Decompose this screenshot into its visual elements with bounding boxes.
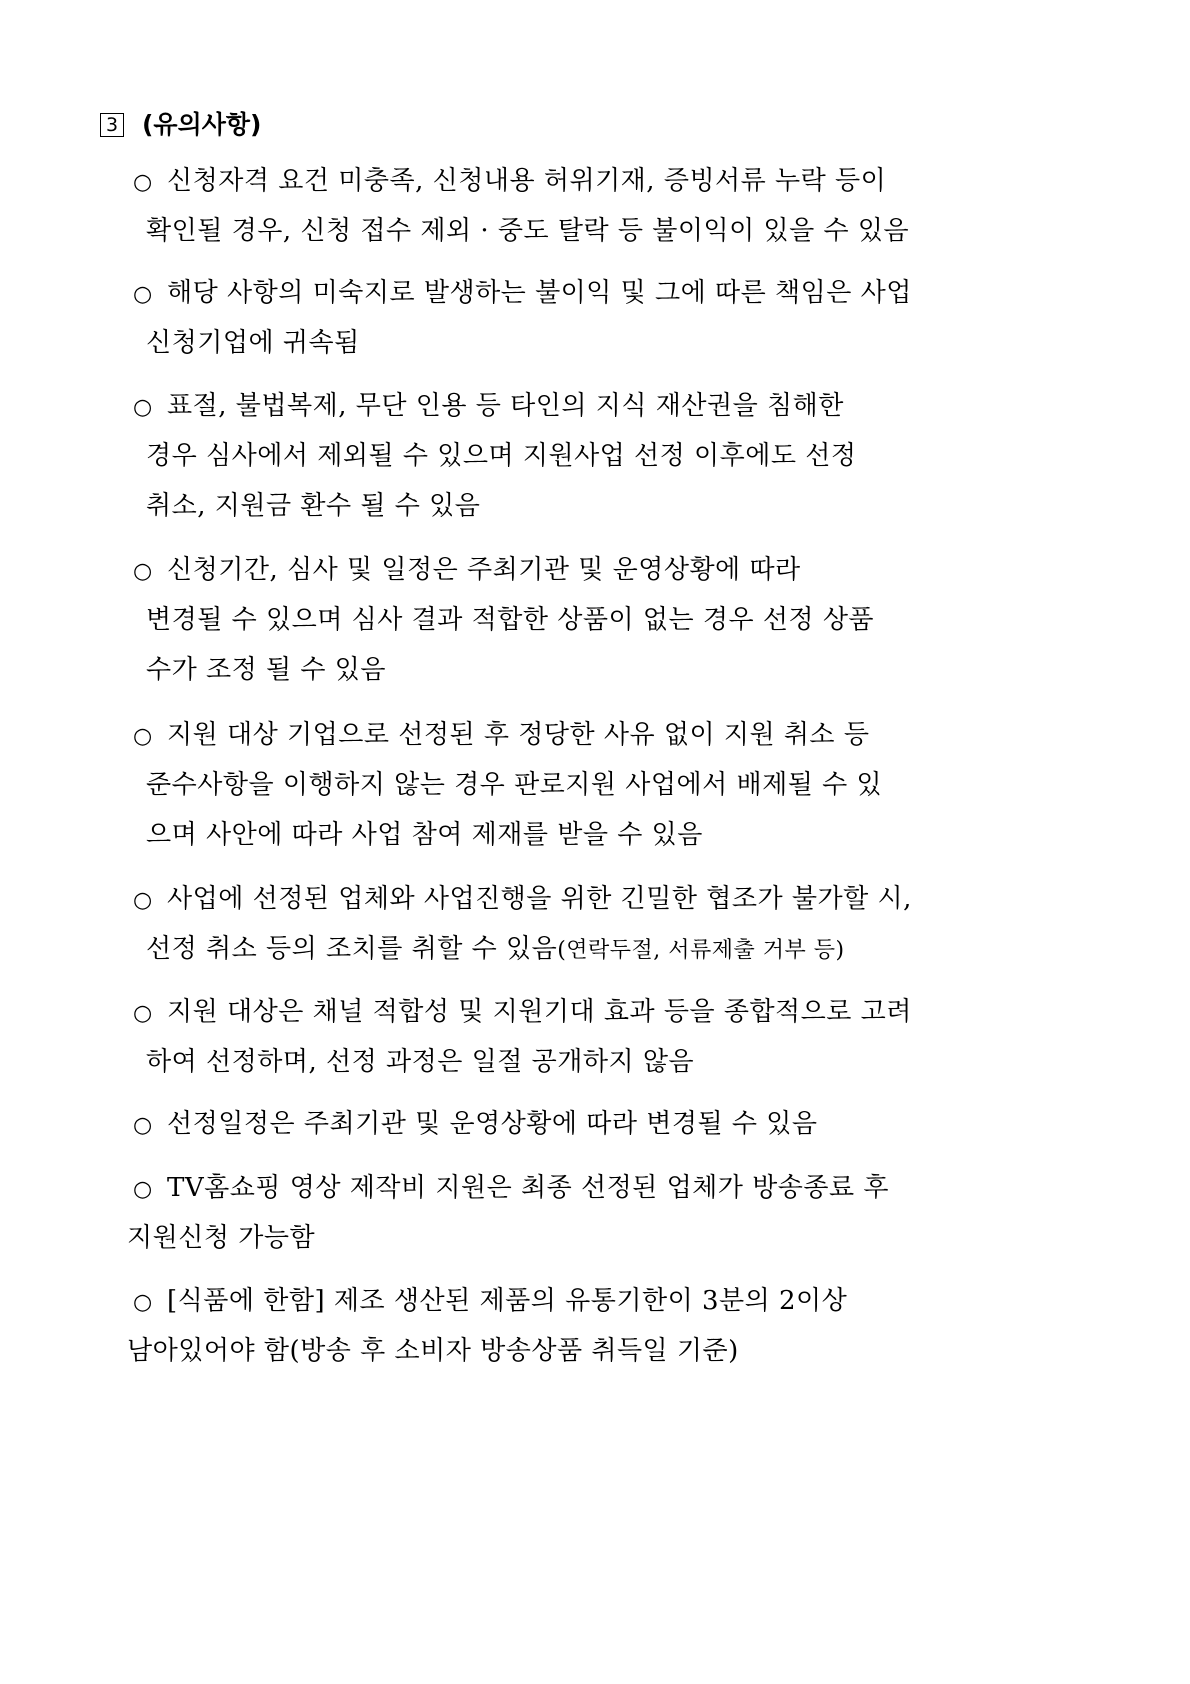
- notice-item-6: [133, 874, 1073, 974]
- notice-item-8: [133, 1099, 1073, 1149]
- item-line: 지원신청 가능함: [127, 1223, 316, 1253]
- item-line: 선정 취소 등의 조치를 취할 수 있음(연락두절, 서류제출 거부 등): [146, 934, 845, 964]
- bullet-icon: ○: [133, 1177, 153, 1202]
- item-line: ○ 지원 대상은 채널 적합성 및 지원기대 효과 등을 종합적으로 고려: [133, 987, 1073, 1037]
- item-line: 확인될 경우, 신청 접수 제외 · 중도 탈락 등 불이익이 있을 수 있음: [146, 216, 910, 246]
- item-line: ○ 신청자격 요건 미충족, 신청내용 허위기재, 증빙서류 누락 등이: [133, 156, 1073, 206]
- item-line: 수가 조정 될 수 있음: [146, 655, 386, 685]
- bullet-icon: ○: [133, 559, 153, 584]
- bullet-icon: ○: [133, 1001, 153, 1026]
- item-note: (연락두절, 서류제출 거부 등): [557, 938, 845, 963]
- item-line: ○ 해당 사항의 미숙지로 발생하는 불이익 및 그에 따른 책임은 사업: [133, 268, 1073, 318]
- item-line: 경우 심사에서 제외될 수 있으며 지원사업 선정 이후에도 선정: [146, 441, 857, 471]
- notice-item-9: [127, 1163, 1073, 1263]
- item-line: ○ [식품에 한함] 제조 생산된 제품의 유통기한이 3분의 2이상: [133, 1276, 1073, 1326]
- section-number-box: 3: [100, 113, 124, 137]
- bullet-icon: ○: [133, 395, 153, 420]
- bullet-icon: ○: [133, 282, 153, 307]
- notice-item-10: [127, 1276, 1073, 1376]
- section-heading: [100, 108, 261, 142]
- item-line: 준수사항을 이행하지 않는 경우 판로지원 사업에서 배제될 수 있: [146, 770, 883, 800]
- item-line: ○ 지원 대상 기업으로 선정된 후 정당한 사유 없이 지원 취소 등: [133, 710, 1073, 760]
- item-line: ○ 사업에 선정된 업체와 사업진행을 위한 긴밀한 협조가 불가할 시,: [133, 874, 1073, 924]
- bullet-icon: ○: [133, 888, 153, 913]
- bullet-icon: ○: [133, 170, 153, 195]
- bullet-icon: ○: [133, 1290, 153, 1315]
- notice-item-3: [133, 381, 1073, 531]
- notice-item-1: [133, 156, 1073, 256]
- item-line: ○ 표절, 불법복제, 무단 인용 등 타인의 지식 재산권을 침해한: [133, 381, 1073, 431]
- notice-item-7: [133, 987, 1073, 1087]
- bullet-icon: ○: [133, 724, 153, 749]
- notice-item-2: [133, 268, 1073, 368]
- item-line: 으며 사안에 따라 사업 참여 제재를 받을 수 있음: [146, 820, 703, 850]
- item-line: 하여 선정하며, 선정 과정은 일절 공개하지 않음: [146, 1047, 695, 1077]
- item-line: 신청기업에 귀속됨: [146, 328, 360, 358]
- bullet-icon: ○: [133, 1113, 153, 1138]
- item-line: ○ 신청기간, 심사 및 일정은 주최기관 및 운영상황에 따라: [133, 545, 1073, 595]
- notice-item-4: [133, 545, 1073, 695]
- item-line: 취소, 지원금 환수 될 수 있음: [146, 491, 481, 521]
- item-line: 남아있어야 함(방송 후 소비자 방송상품 취득일 기준): [127, 1336, 739, 1366]
- item-line: 변경될 수 있으며 심사 결과 적합한 상품이 없는 경우 선정 상품: [146, 605, 875, 635]
- item-line: ○ TV홈쇼핑 영상 제작비 지원은 최종 선정된 업체가 방송종료 후: [133, 1163, 1073, 1213]
- notice-item-5: [133, 710, 1073, 860]
- section-title: (유의사항): [142, 110, 262, 139]
- item-line: ○ 선정일정은 주최기관 및 운영상황에 따라 변경될 수 있음: [133, 1099, 1073, 1149]
